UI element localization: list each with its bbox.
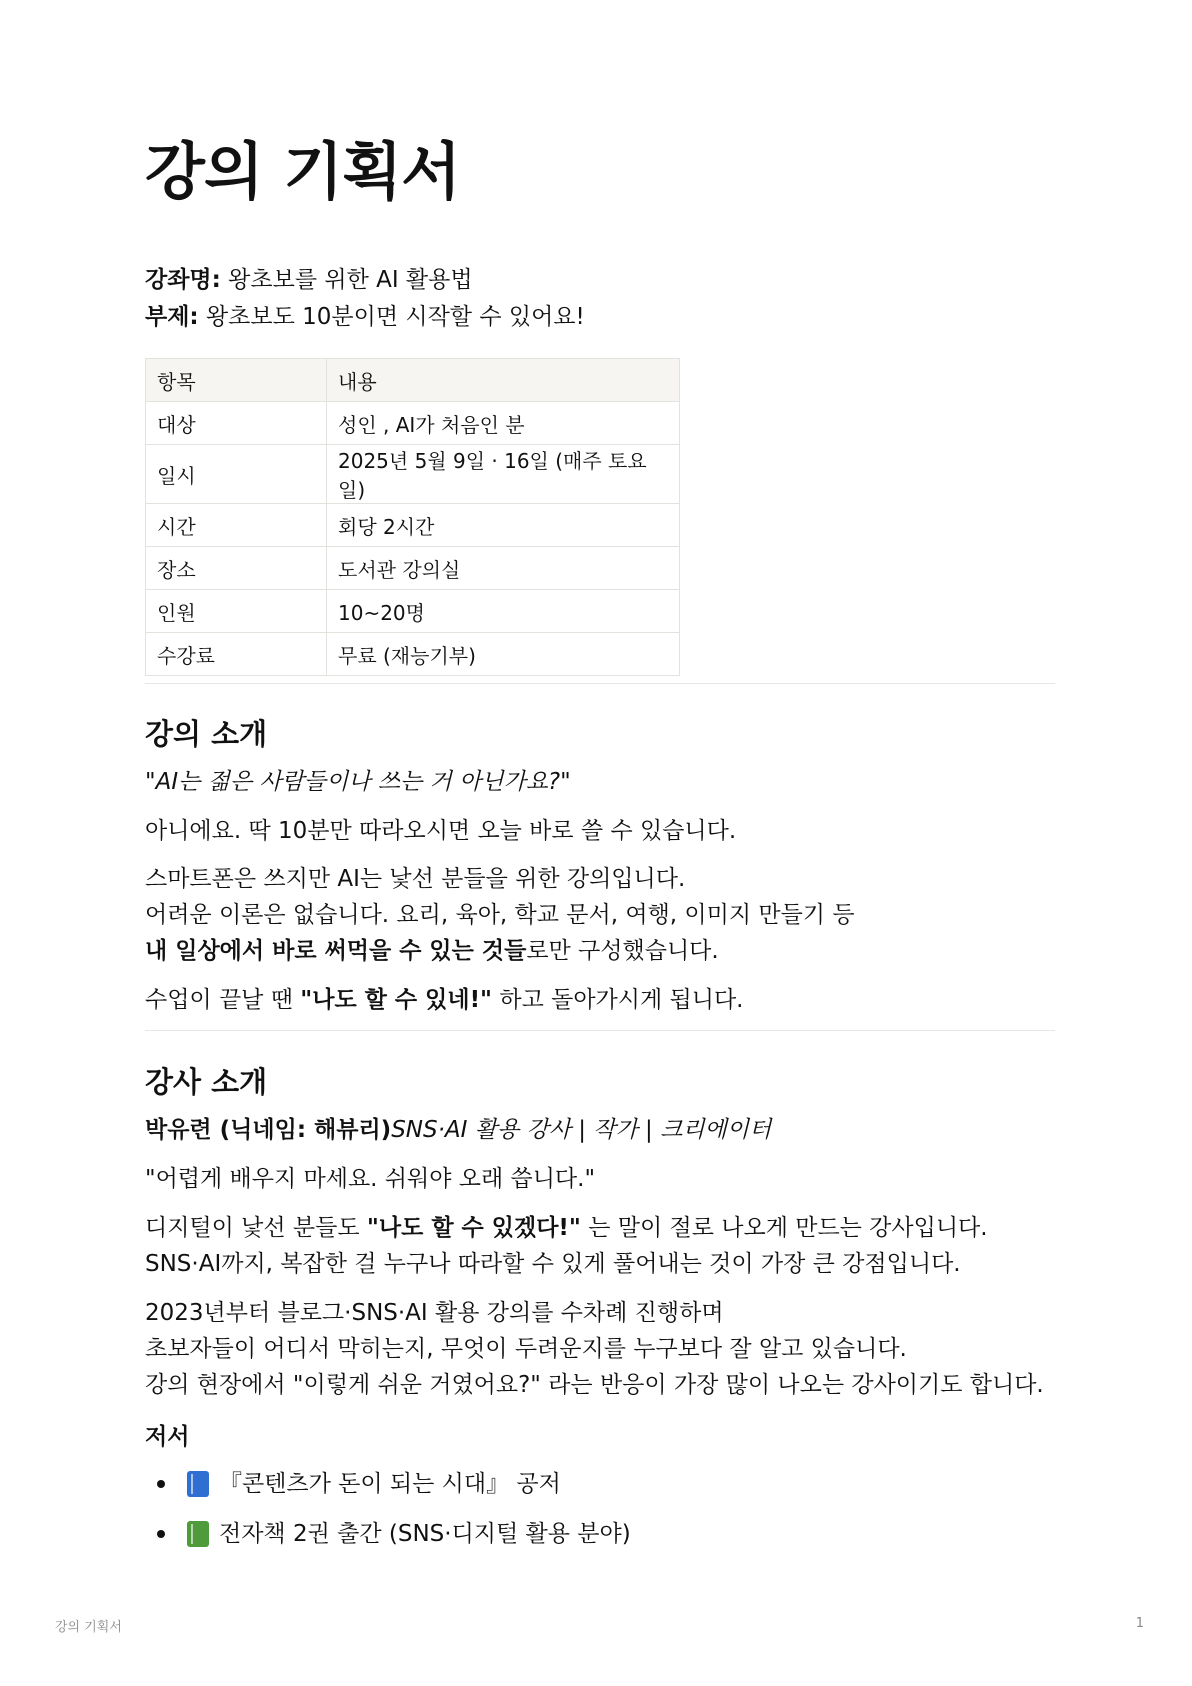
instructor-quote: "어렵게 배우지 마세요. 쉬워야 오래 씁니다.": [145, 1166, 596, 1192]
bullet-icon: [157, 1530, 165, 1538]
intro-p2-line2: 어려운 이론은 없습니다. 요리, 육아, 학교 문서, 여행, 이미지 만들기 등: [145, 902, 855, 928]
table-header-content: 내용: [327, 359, 680, 402]
table-row: [146, 633, 680, 676]
section-divider: [145, 683, 1055, 684]
instructor-roles: SNS·AI 활용 강사 | 작가 | 크리에이터: [391, 1117, 772, 1143]
course-name-value: 왕초보를 위한 AI 활용법: [228, 267, 473, 293]
instructor-p1-line2: SNS·AI까지, 복잡한 걸 누구나 따라할 수 있게 풀어내는 것이 가장 큰 강점입니다.: [145, 1251, 961, 1277]
table-row: [146, 590, 680, 633]
table-cell-value: 도서관 강의실: [327, 547, 680, 590]
list-item: [157, 1466, 561, 1502]
instructor-p1-pre: 디지털이 낯선 분들도: [145, 1215, 367, 1241]
table-header-row: [146, 359, 680, 402]
course-name-line: [145, 262, 585, 299]
table-row: [146, 504, 680, 547]
table-cell-key: 인원: [146, 590, 327, 633]
book-item-text: 전자책 2권 출간 (SNS·디지털 활용 분야): [219, 1521, 631, 1547]
intro-paragraph-1: 아니에요. 딱 10분만 따라오시면 오늘 바로 쓸 수 있습니다.: [145, 818, 737, 844]
intro-p2-line3: 로만 구성했습니다.: [526, 938, 719, 964]
section-divider: [145, 1030, 1055, 1031]
footer-page-number: 1: [1135, 1616, 1144, 1631]
intro-paragraph-2: [145, 861, 855, 969]
list-item: [157, 1516, 631, 1552]
books-heading: 저서: [145, 1424, 190, 1450]
instructor-p2-line1: 2023년부터 블로그·SNS·AI 활용 강의를 수차례 진행하며: [145, 1300, 724, 1326]
instructor-p1-post: 는 말이 절로 나오게 만드는 강사입니다.: [580, 1215, 988, 1241]
instructor-p1-emphasis: "나도 할 수 있겠다!": [366, 1215, 581, 1241]
intro-p3-emphasis: "나도 할 수 있네!": [300, 987, 493, 1013]
table-cell-value: 무료 (재능기부): [327, 633, 680, 676]
table-cell-key: 시간: [146, 504, 327, 547]
footer-document-title: 강의 기획서: [55, 1620, 122, 1635]
table-cell-value: 2025년 5월 9일 · 16일 (매주 토요일): [327, 445, 680, 504]
table-cell-value: 성인 , AI가 처음인 분: [327, 402, 680, 445]
intro-p2-line1: 스마트폰은 쓰지만 AI는 낯선 분들을 위한 강의입니다.: [145, 866, 686, 892]
table-cell-key: 수강료: [146, 633, 327, 676]
intro-paragraph-3: [145, 982, 743, 1018]
intro-quote: "AI는 젊은 사람들이나 쓰는 거 아닌가요?": [145, 769, 571, 795]
intro-p3-post: 하고 돌아가시게 됩니다.: [492, 987, 744, 1013]
table-header-item: 항목: [146, 359, 327, 402]
instructor-p2-line2: 초보자들이 어디서 막히는지, 무엇이 두려운지를 누구보다 잘 알고 있습니다.: [145, 1336, 907, 1362]
green-book-icon: [187, 1521, 209, 1547]
table-row: [146, 445, 680, 504]
table-cell-value: 10~20명: [327, 590, 680, 633]
instructor-paragraph-2: [145, 1295, 1044, 1403]
instructor-paragraph-1: [145, 1210, 988, 1282]
instructor-heading: 강사 소개: [145, 1065, 268, 1099]
subtitle-value: 왕초보도 10분이면 시작할 수 있어요!: [205, 304, 585, 330]
subtitle-label: 부제:: [145, 304, 199, 330]
intro-p2-emphasis: 내 일상에서 바로 써먹을 수 있는 것들: [145, 938, 527, 964]
course-meta: [145, 262, 585, 336]
table-cell-key: 대상: [146, 402, 327, 445]
book-item-text: 『콘텐츠가 돈이 되는 시대』 공저: [219, 1471, 561, 1497]
instructor-name: 박유련 (닉네임: 해뷰리): [145, 1117, 392, 1143]
course-name-label: 강좌명:: [145, 267, 221, 293]
table-cell-value: 회당 2시간: [327, 504, 680, 547]
instructor-p2-line3: 강의 현장에서 "이렇게 쉬운 거였어요?" 라는 반응이 가장 많이 나오는 강사이기도 합니다.: [145, 1372, 1044, 1398]
blue-book-icon: [187, 1471, 209, 1497]
table-cell-key: 장소: [146, 547, 327, 590]
intro-heading: 강의 소개: [145, 717, 268, 751]
subtitle-line: [145, 299, 585, 336]
intro-p3-pre: 수업이 끝날 땐: [145, 987, 301, 1013]
bullet-icon: [157, 1480, 165, 1488]
course-info-table: [145, 358, 680, 676]
table-row: [146, 547, 680, 590]
table-cell-key: 일시: [146, 445, 327, 504]
table-row: [146, 402, 680, 445]
instructor-name-line: [145, 1112, 771, 1148]
page-title: 강의 기획서: [145, 135, 461, 208]
